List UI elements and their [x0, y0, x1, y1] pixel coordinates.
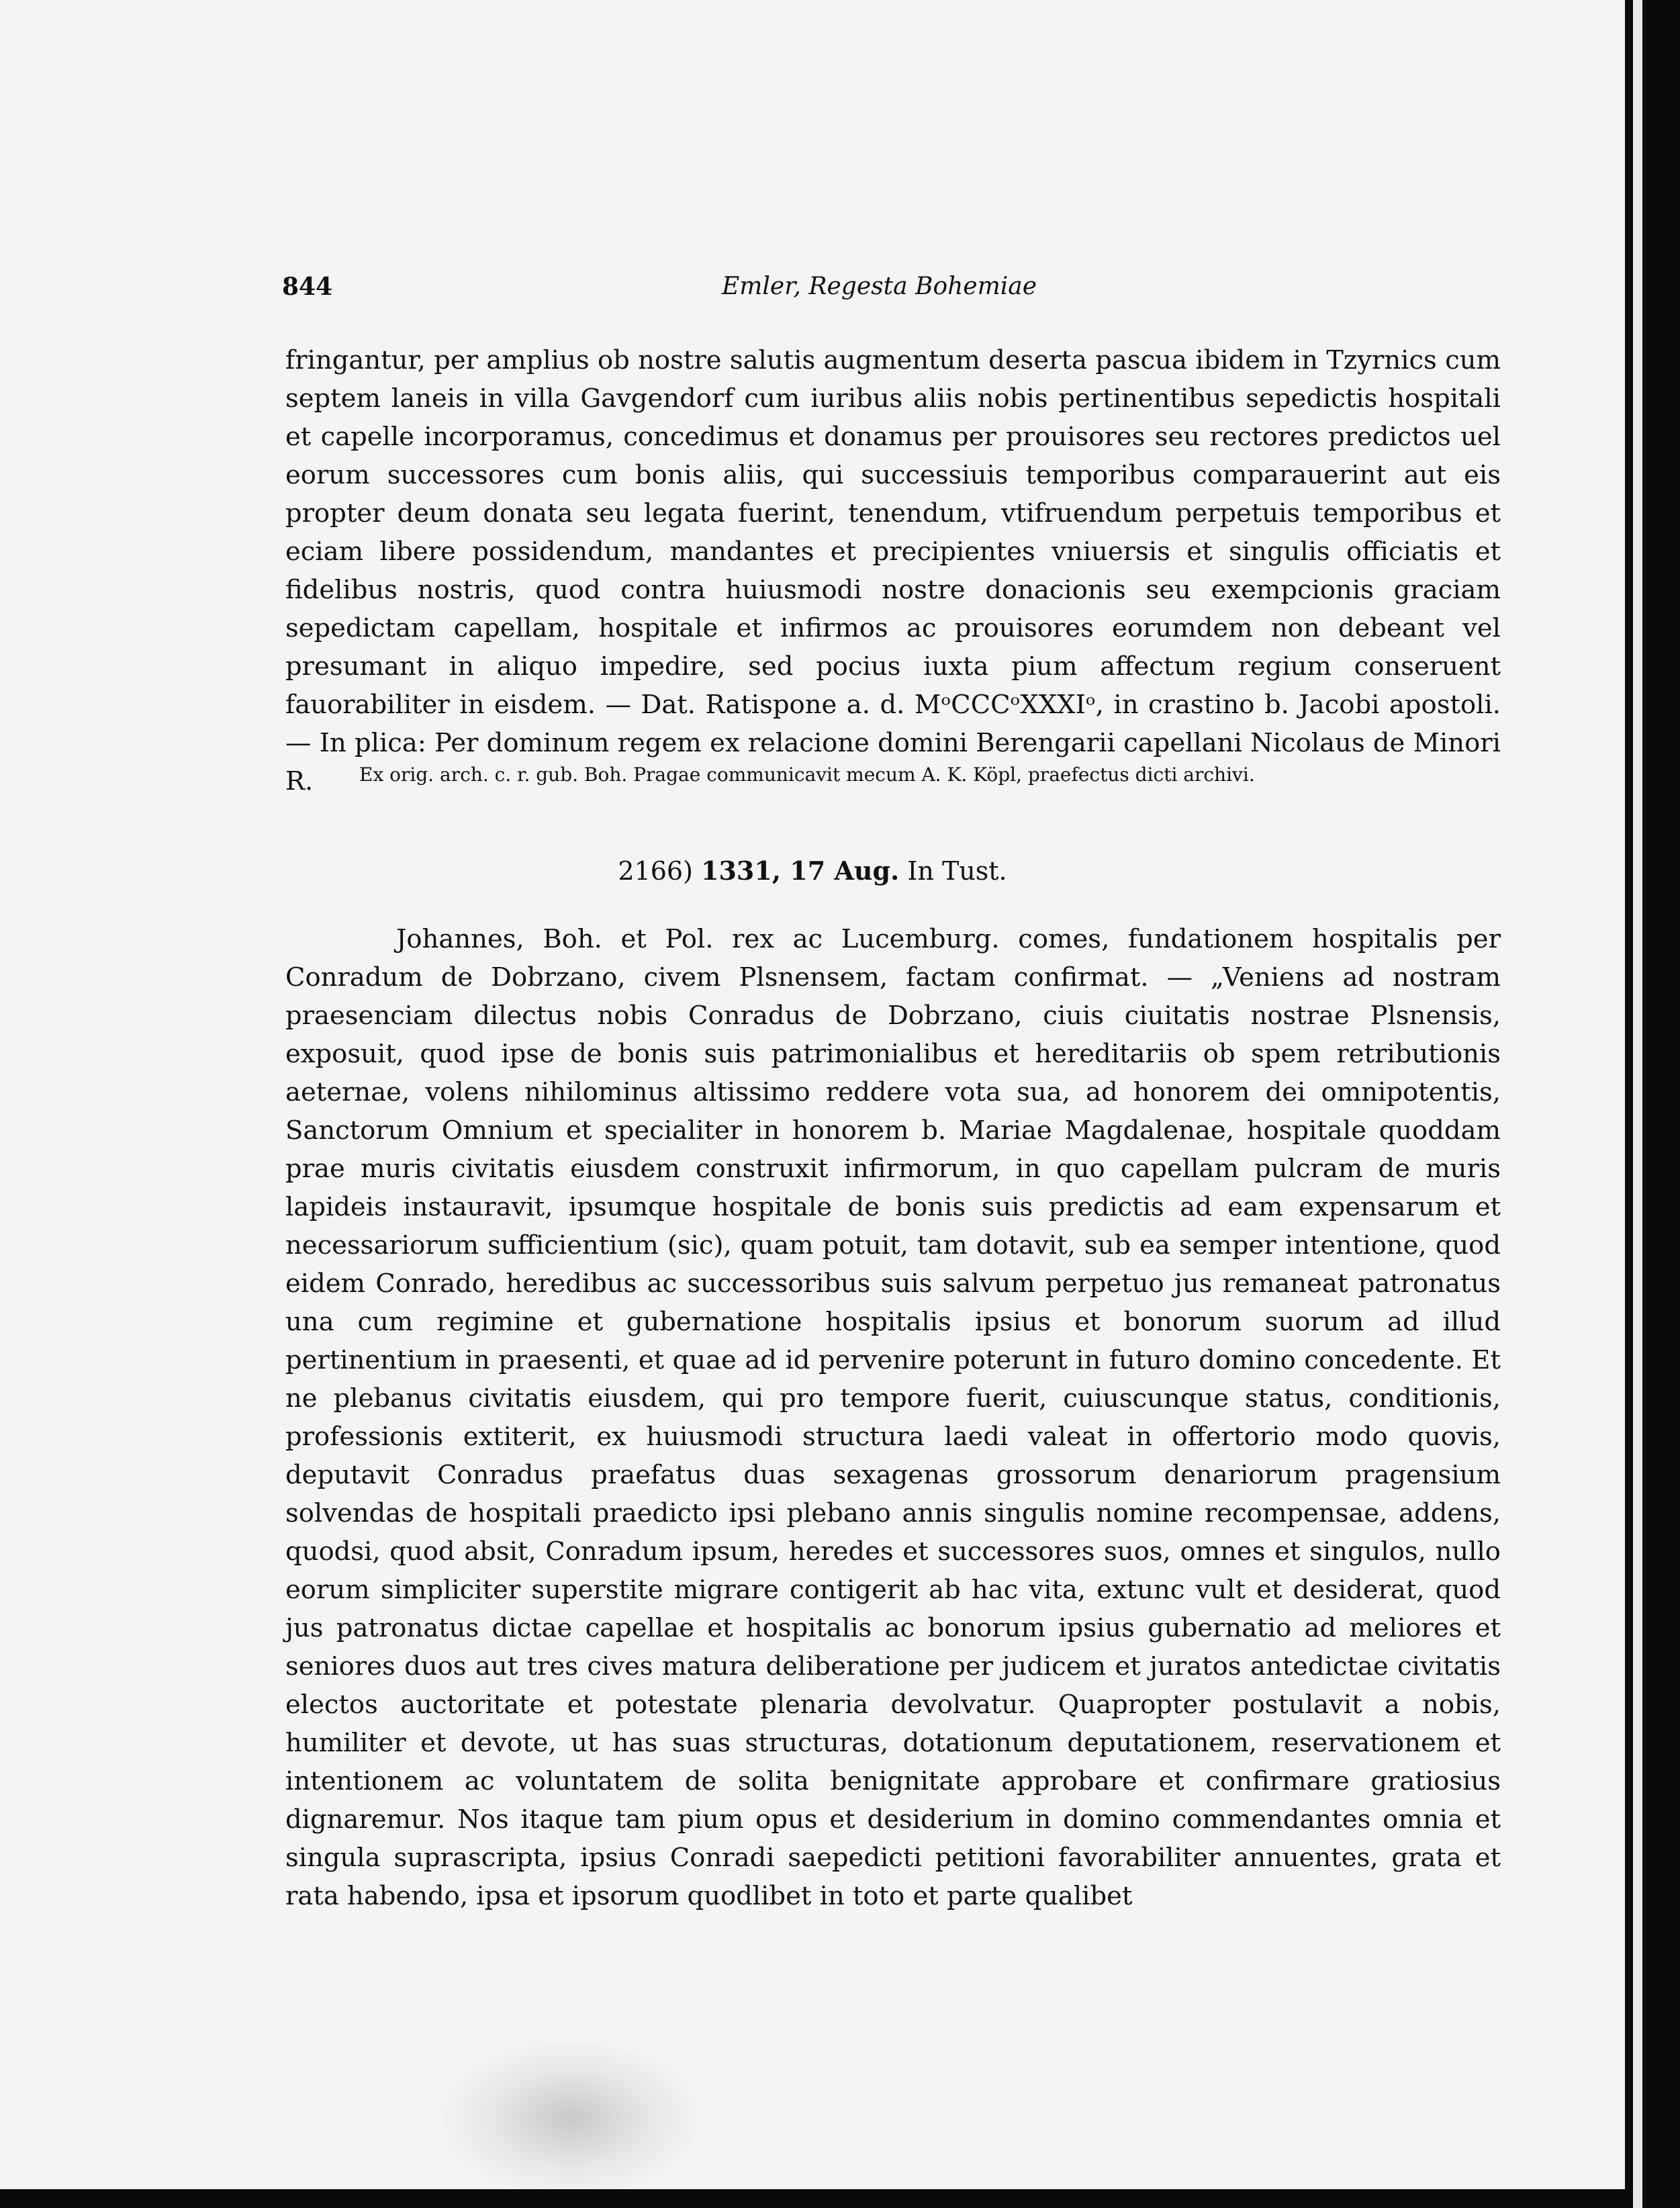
- paragraph-continuation: fringantur, per amplius ob nostre salutis augmentum deserta pascua ibidem in Tzyrnics cum septem laneis in villa Gavgendorf cum iuribus aliis nobis pertinentibus sepedictis hospitali et capelle incorporamus, concedimus et donamus per prouisores seu rectores predictos uel eorum successores cum bonis aliis, qui successiuis temporibus comparauerint aut eis propter deum donata seu legata fuerint, tenendum, vtifruendum perpetuis temporibus et eciam libere possidendum, mandantes et precipientes vniuersis et singulis officiatis et fidelibus nostris, quod contra huiusmodi nostre donacionis seu exempcionis graciam sepedictam capellam, hospitale et infirmos ac prouisores eorumdem non debeant vel presumant in aliquo impedire, sed pocius iuxta pium affectum regium conseruent fauorabiliter in eisdem. — Dat. Ratispone a. d. MᵒCCCᵒXXXIᵒ, in crastino b. Jacobi apostoli. — In plica: Per dominum regem ex relacione domini Berengarii capellani Nicolaus de Minori R.: [285, 345, 1501, 796]
- entry-heading: [0, 856, 1625, 886]
- page-header: [0, 273, 1625, 313]
- page-number: 844: [282, 273, 333, 301]
- entry-date: 1331, 17 Aug.: [701, 856, 900, 886]
- source-note: Ex orig. arch. c. r. gub. Boh. Pragae communicavit mecum A. K. Köpl, praefectus dicti archivi.: [359, 764, 1255, 786]
- page-edge: [1633, 0, 1642, 2208]
- entry-place: In Tust.: [907, 856, 1007, 886]
- running-head: Emler, Regesta Bohemiae: [722, 273, 1037, 300]
- entry-body: Johannes, Boh. et Pol. rex ac Lucemburg. comes, fundationem hospitalis per Conradum de Dobrzano, civem Plsnensem, factam confirmat. — „Veniens ad nostram praesenciam dilectus nobis Conradus de Dobrzano, ciuis ciuitatis nostrae Plsnensis, exposuit, quod ipse de bonis suis patrimonialibus et hereditariis ob spem retributionis aeternae, volens nihilominus altissimo reddere vota sua, ad honorem dei omnipotentis, Sanctorum Omnium et specialiter in honorem b. Mariae Magdalenae, hospitale quoddam prae muris civitatis eiusdem construxit infirmorum, in quo capellam pulcram de muris lapideis instauravit, ipsumque hospitale de bonis suis predictis ad eam expensarum et necessariorum sufficientium (sic), quam potuit, tam dotavit, sub ea semper intentione, quod eidem Conrado, heredibus ac successoribus suis salvum perpetuo jus remaneat patronatus una cum regimine et gubernatione hospitalis ipsius et bonorum suorum ad illud pertinentium in praesenti, et quae ad id pervenire poterunt in futuro domino concedente. Et ne plebanus civitatis eiusdem, qui pro tempore fuerit, cuiuscunque status, conditionis, professionis extiterit, ex huiusmodi structura laedi valeat in offertorio modo quovis, deputavit Conradus praefatus duas sexagenas grossorum denariorum pragensium solvendas de hospitali praedicto ipsi plebano annis singulis nomine recompensae, addens, quodsi, quod absit, Conradum ipsum, heredes et successores suos, omnes et singulos, nullo eorum simpliciter superstite migrare contigerit ab hac vita, extunc vult et desiderat, quod jus patronatus dictae capellae et hospitalis ac bonorum ipsius gubernatio ad meliores et seniores duos aut tres cives matura deliberatione per judicem et juratos antedictae civitatis electos auctoritate et potestate plenaria devolvatur. Quapropter postulavit a nobis, humiliter et devote, ut has suas structuras, dotationum deputationem, reservationem et intentionem ac voluntatem de solita benignitate approbare et confirmare gratiosius dignaremur. Nos itaque tam pium opus et desiderium in domino commendantes omnia et singula suprascripta, ipsius Conradi saepedicti petitioni favorabiliter annuentes, grata et rata habendo, ipsa et ipsorum quodlibet in toto et parte qualibet: [285, 924, 1501, 1911]
- page-smudge: [443, 2041, 698, 2189]
- entry-number: 2166): [618, 856, 693, 886]
